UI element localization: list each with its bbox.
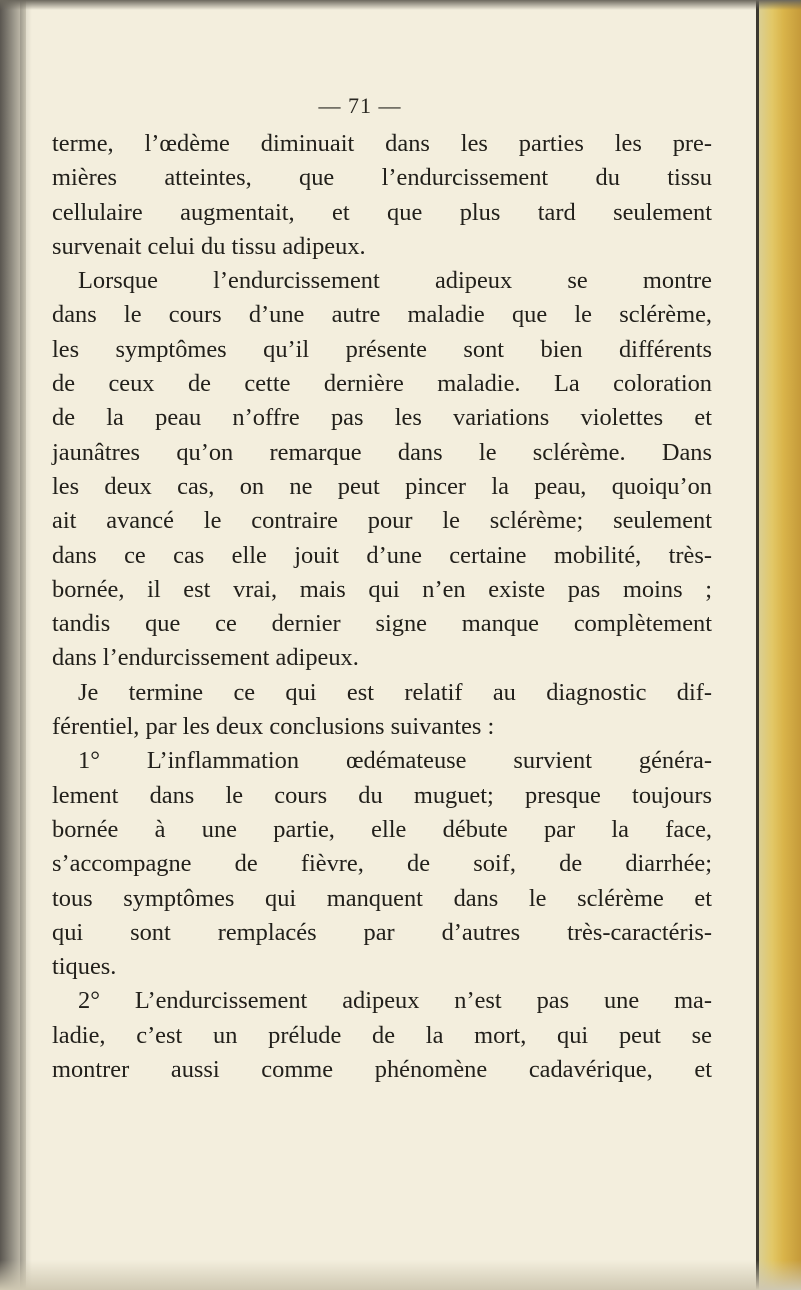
bottom-shadow <box>0 1260 801 1290</box>
text-line: s’accompagne de fièvre, de soif, de diarrhée; <box>52 850 712 878</box>
text-line: dans l’endurcissement adipeux. <box>52 644 359 672</box>
text-line: ladie, c’est un prélude de la mort, qui peut se <box>52 1021 712 1049</box>
body-text <box>52 127 712 1087</box>
text-line: Je termine ce qui est relatif au diagnostic dif- <box>78 678 712 706</box>
text-line: survenait celui du tissu adipeux. <box>52 232 366 260</box>
text-line: les symptômes qu’il présente sont bien différents <box>52 335 712 363</box>
text-line: Lorsque l’endurcissement adipeux se montre <box>78 267 712 295</box>
text-line: qui sont remplacés par d’autres très-caractéris- <box>52 918 712 946</box>
text-line: dans le cours d’une autre maladie que le sclérème, <box>52 301 712 329</box>
binding-shadow <box>20 0 32 1290</box>
text-line: 1° L’inflammation œdémateuse survient généra- <box>78 747 712 775</box>
page-number: — 71 — <box>318 93 402 118</box>
text-line: jaunâtres qu’on remarque dans le sclérème. Dans <box>52 438 712 466</box>
text-line: férentiel, par les deux conclusions suivantes : <box>52 713 495 741</box>
text-line: montrer aussi comme phénomène cadavérique, et <box>52 1056 712 1084</box>
text-line: de la peau n’offre pas les variations violettes et <box>52 404 712 432</box>
text-line: tous symptômes qui manquent dans le sclérème et <box>52 884 712 912</box>
text-line: bornée à une partie, elle débute par la face, <box>52 815 712 843</box>
text-line: bornée, il est vrai, mais qui n’en existe pas moins ; <box>52 575 712 603</box>
text-line: dans ce cas elle jouit d’une certaine mobilité, très- <box>52 541 712 569</box>
page-edge <box>757 0 801 1290</box>
text-line: terme, l’œdème diminuait dans les parties les pre- <box>52 130 712 157</box>
text-line: 2° L’endurcissement adipeux n’est pas une ma- <box>78 987 712 1015</box>
text-line: lement dans le cours du muguet; presque toujours <box>52 781 712 809</box>
top-shadow <box>0 0 801 10</box>
page-edge-line <box>756 0 759 1290</box>
text-line: tiques. <box>52 953 117 981</box>
text-line: cellulaire augmentait, et que plus tard seulement <box>52 198 712 226</box>
text-line: tandis que ce dernier signe manque complètement <box>52 610 712 638</box>
text-line: mières atteintes, que l’endurcissement du tissu <box>52 164 712 192</box>
text-line: de ceux de cette dernière maladie. La coloration <box>52 370 712 398</box>
text-line: ait avancé le contraire pour le sclérème; seulement <box>52 507 712 535</box>
text-line: les deux cas, on ne peut pincer la peau, quoiqu’on <box>52 472 712 500</box>
